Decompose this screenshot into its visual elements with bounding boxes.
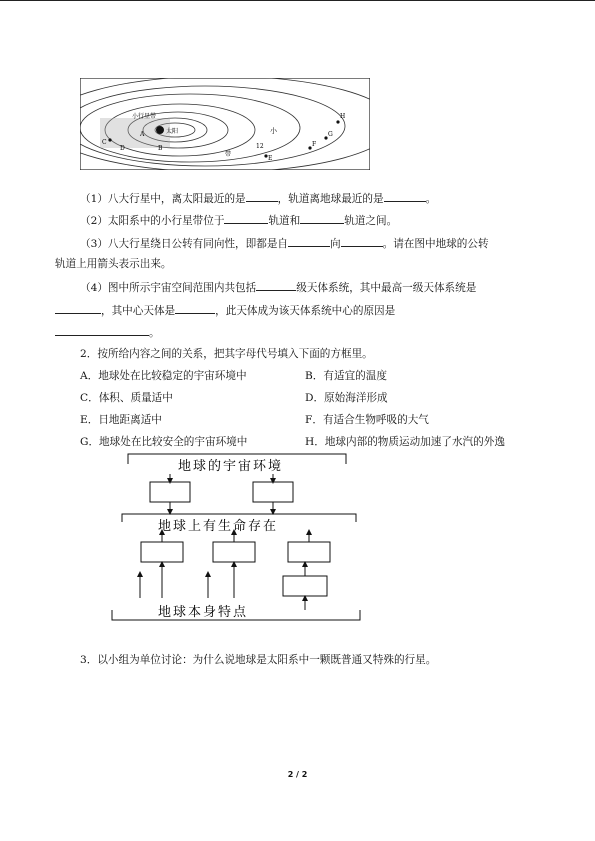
q1-part3-text-b: 向 bbox=[330, 238, 341, 250]
answer-blank[interactable] bbox=[55, 302, 101, 314]
q1-part1-text-c: 。 bbox=[425, 193, 437, 205]
q2-option-d: D．原始海洋形成 bbox=[305, 392, 388, 404]
sun-shape bbox=[156, 126, 164, 134]
answer-blank[interactable] bbox=[288, 235, 330, 247]
answer-box-r3 bbox=[283, 576, 327, 596]
planet-e-label: E bbox=[268, 155, 273, 162]
q1-part4-text-b: 级天体系统，其中最高一级天体系统是 bbox=[296, 282, 477, 294]
planet-d-label: D bbox=[120, 145, 125, 152]
q2-option-a: A．地球处在比较稳定的宇宙环境中 bbox=[80, 370, 247, 382]
q1-part1-text-a: （1）八大行星中，离太阳最近的是 bbox=[80, 193, 246, 205]
q1-part1 bbox=[80, 190, 436, 206]
box-bottom-label: 地球本身特点 bbox=[158, 605, 249, 620]
q2-title: 2．按所给内容之间的关系，把其字母代号填入下面的方框里。 bbox=[80, 348, 373, 360]
answer-blank[interactable] bbox=[224, 212, 268, 224]
q1-part4-text-a: （4）图中所示宇宙空间范围内共包括 bbox=[80, 282, 257, 294]
q1-part4-text-d: ，此天体成为该天体系统中心的原因是 bbox=[215, 305, 396, 317]
answer-box-r1-2 bbox=[253, 482, 293, 502]
page-number: 2 / 2 bbox=[287, 770, 308, 779]
solar-system-diagram bbox=[80, 78, 370, 170]
q1-part2-text-b: 轨道和 bbox=[268, 215, 301, 227]
planet-c-label: C bbox=[102, 139, 107, 146]
q1-part2-text-a: （2）太阳系中的小行星带位于 bbox=[80, 215, 225, 227]
q2-option-b: B．有适宜的温度 bbox=[305, 370, 387, 382]
answer-box-r2-2 bbox=[213, 542, 255, 562]
q1-part4 bbox=[80, 279, 476, 295]
answer-blank[interactable] bbox=[246, 190, 278, 202]
planet-h-label: H bbox=[340, 113, 346, 120]
belt-label: 带 bbox=[225, 151, 232, 158]
q1-part4-cont bbox=[55, 302, 395, 318]
box-top-label: 地球的宇宙环境 bbox=[178, 459, 284, 474]
q2-option-h: H．地球内部的物质运动加速了水汽的外逸 bbox=[305, 436, 505, 448]
q1-part1-text-b: ，轨道离地球最近的是 bbox=[277, 193, 384, 205]
q3-text: 3．以小组为单位讨论：为什么说地球是太阳系中一颗既普通又特殊的行星。 bbox=[80, 654, 437, 666]
q2-option-g: G．地球处在比较安全的宇宙环境中 bbox=[80, 436, 248, 448]
q1-part2 bbox=[80, 212, 397, 228]
planet-a-label: A bbox=[140, 131, 145, 138]
orbit-number-label: 12 bbox=[256, 143, 264, 150]
answer-blank[interactable] bbox=[300, 212, 344, 224]
answer-blank[interactable] bbox=[55, 324, 149, 336]
q1-part2-text-c: 轨道之间。 bbox=[344, 215, 398, 227]
q1-part3 bbox=[80, 235, 489, 251]
q1-part3-cont bbox=[55, 257, 172, 271]
q1-part4-cont2 bbox=[55, 324, 160, 340]
q2-option-c: C．体积、质量适中 bbox=[80, 392, 173, 404]
planet-b-label: B bbox=[158, 145, 163, 152]
sun-label: 太阳 bbox=[166, 128, 179, 135]
q1-part3-text-d: 轨道上用箭头表示出来。 bbox=[55, 258, 172, 270]
box-mid-label: 地球上有生命存在 bbox=[158, 519, 279, 534]
relationship-diagram bbox=[108, 450, 368, 632]
small-label: 小 bbox=[270, 127, 277, 135]
top-rule bbox=[0, 0, 595, 1]
q2-option-f: F．有适合生物呼吸的大气 bbox=[305, 414, 429, 426]
answer-box-r2-1 bbox=[141, 542, 183, 562]
answer-box-r2-3 bbox=[288, 542, 330, 562]
q1-part3-text-c: 。请在图中地球的公转 bbox=[382, 238, 489, 250]
q1-part3-text-a: （3）八大行星绕日公转有同向性，即都是自 bbox=[80, 238, 289, 250]
q2-option-e: E．日地距离适中 bbox=[80, 414, 162, 426]
answer-blank[interactable] bbox=[384, 190, 426, 202]
answer-blank[interactable] bbox=[256, 279, 296, 291]
planet-f-label: F bbox=[312, 141, 317, 148]
answer-blank[interactable] bbox=[175, 302, 215, 314]
answer-box-r1-1 bbox=[150, 482, 190, 502]
asteroid-belt-label: 小行星带 bbox=[132, 113, 157, 120]
q1-part4-text-e: 。 bbox=[149, 327, 160, 339]
answer-blank[interactable] bbox=[341, 235, 383, 247]
q1-part4-text-c: ，其中心天体是 bbox=[101, 305, 176, 317]
planet-g-label: G bbox=[328, 131, 333, 138]
